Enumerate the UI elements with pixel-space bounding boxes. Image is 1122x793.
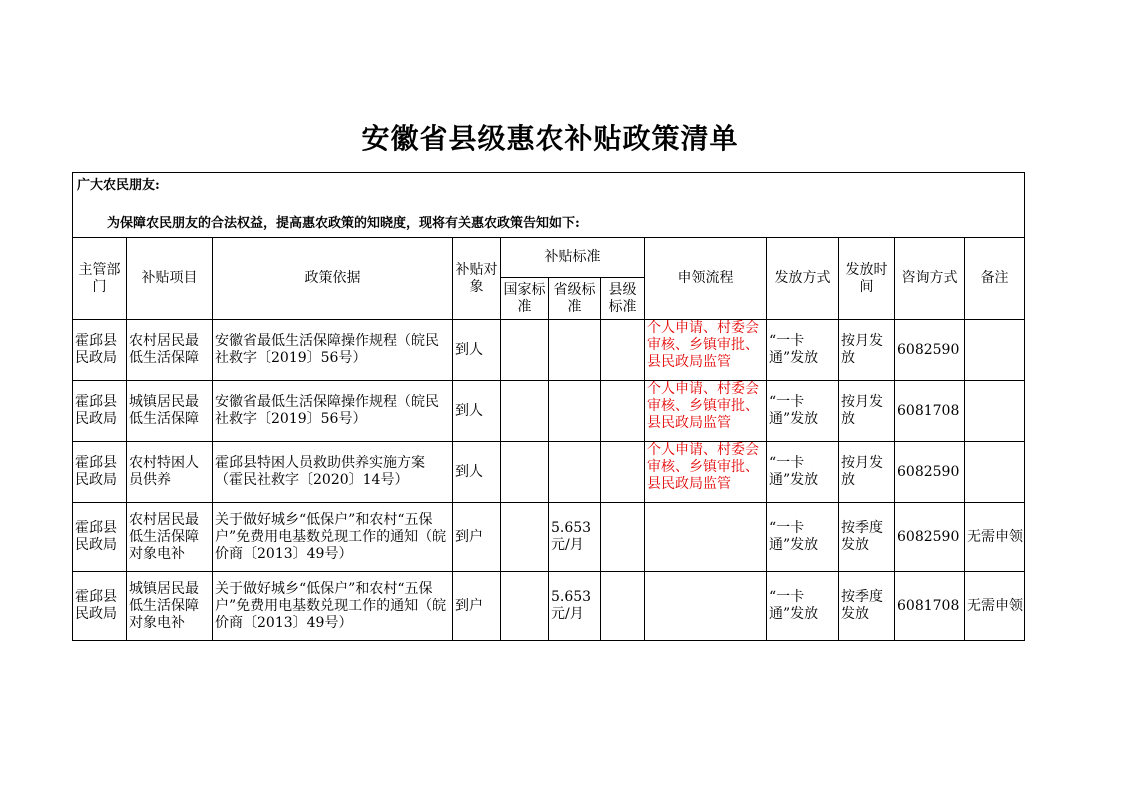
- header-remark: 备注: [965, 238, 1025, 320]
- cell-remark: [965, 442, 1025, 503]
- cell-county: [601, 381, 645, 442]
- cell-method: “一卡通”发放: [767, 442, 839, 503]
- header-target: 补贴对象: [453, 238, 501, 320]
- cell-method: “一卡通”发放: [767, 572, 839, 641]
- cell-county: [601, 503, 645, 572]
- cell-basis: 霍邱县特困人员救助供养实施方案（霍民社救字〔2020〕14号）: [213, 442, 453, 503]
- cell-process: [645, 442, 767, 503]
- cell-item: 城镇居民最低生活保障对象电补: [127, 572, 213, 641]
- cell-time: 按月发放: [839, 381, 895, 442]
- cell-method: “一卡通”发放: [767, 503, 839, 572]
- cell-basis: 关于做好城乡“低保户”和农村“五保户”免费用电基数兑现工作的通知（皖价商〔2013〕49号）: [213, 572, 453, 641]
- cell-provincial: [549, 442, 601, 503]
- policy-table: [72, 172, 1025, 641]
- cell-county: [601, 572, 645, 641]
- cell-remark: [965, 320, 1025, 381]
- cell-process: [645, 572, 767, 641]
- cell-contact: 6082590: [895, 320, 965, 381]
- cell-dept: 霍邱县民政局: [73, 381, 127, 442]
- cell-method: “一卡通”发放: [767, 320, 839, 381]
- header-national: 国家标准: [501, 278, 549, 320]
- table-row: [73, 381, 1025, 442]
- cell-remark: [965, 381, 1025, 442]
- cell-target: 到人: [453, 320, 501, 381]
- cell-dept: 霍邱县民政局: [73, 503, 127, 572]
- cell-item: 城镇居民最低生活保障: [127, 381, 213, 442]
- header-process: 申领流程: [645, 238, 767, 320]
- header-provincial: 省级标准: [549, 278, 601, 320]
- cell-national: [501, 503, 549, 572]
- intro-statement: 为保障农民朋友的合法权益，提高惠农政策的知晓度，现将有关惠农政策告知如下:: [107, 216, 580, 231]
- cell-provincial: 5.653元/月: [549, 572, 601, 641]
- process-text: 个人申请、村委会审核、乡镇审批、县民政局监管: [647, 320, 759, 370]
- page-title: 安徽省县级惠农补贴政策清单: [361, 122, 739, 155]
- cell-target: 到户: [453, 572, 501, 641]
- cell-contact: 6081708: [895, 572, 965, 641]
- header-contact: 咨询方式: [895, 238, 965, 320]
- cell-national: [501, 381, 549, 442]
- cell-provincial: [549, 381, 601, 442]
- cell-contact: 6082590: [895, 503, 965, 572]
- cell-basis: 安徽省最低生活保障操作规程（皖民社救字〔2019〕56号）: [213, 320, 453, 381]
- intro-box: [73, 173, 1025, 238]
- table-row: [73, 572, 1025, 641]
- cell-remark: 无需申领: [965, 503, 1025, 572]
- cell-county: [601, 320, 645, 381]
- cell-item: 农村居民最低生活保障: [127, 320, 213, 381]
- table-row: [73, 503, 1025, 572]
- greeting: 广大农民朋友:: [77, 178, 160, 193]
- cell-time: 按季度发放: [839, 503, 895, 572]
- cell-time: 按月发放: [839, 320, 895, 381]
- cell-method: “一卡通”发放: [767, 381, 839, 442]
- cell-target: 到户: [453, 503, 501, 572]
- cell-dept: 霍邱县民政局: [73, 320, 127, 381]
- table-row: [73, 320, 1025, 381]
- cell-provincial: 5.653元/月: [549, 503, 601, 572]
- header-basis: 政策依据: [213, 238, 453, 320]
- cell-dept: 霍邱县民政局: [73, 572, 127, 641]
- header-county: 县级标准: [601, 278, 645, 320]
- cell-provincial: [549, 320, 601, 381]
- cell-national: [501, 442, 549, 503]
- cell-time: 按季度发放: [839, 572, 895, 641]
- cell-item: 农村特困人员供养: [127, 442, 213, 503]
- cell-contact: 6082590: [895, 442, 965, 503]
- cell-basis: 安徽省最低生活保障操作规程（皖民社救字〔2019〕56号）: [213, 381, 453, 442]
- cell-remark: 无需申领: [965, 572, 1025, 641]
- cell-item: 农村居民最低生活保障对象电补: [127, 503, 213, 572]
- process-text: 个人申请、村委会审核、乡镇审批、县民政局监管: [647, 381, 759, 431]
- cell-national: [501, 320, 549, 381]
- cell-county: [601, 442, 645, 503]
- header-standard: 补贴标准: [501, 238, 645, 278]
- cell-process: [645, 503, 767, 572]
- cell-target: 到人: [453, 442, 501, 503]
- cell-process: [645, 320, 767, 381]
- header-item: 补贴项目: [127, 238, 213, 320]
- cell-basis: 关于做好城乡“低保户”和农村“五保户”免费用电基数兑现工作的通知（皖价商〔2013〕49号）: [213, 503, 453, 572]
- cell-process: [645, 381, 767, 442]
- table-row: [73, 442, 1025, 503]
- cell-dept: 霍邱县民政局: [73, 442, 127, 503]
- cell-national: [501, 572, 549, 641]
- cell-target: 到人: [453, 381, 501, 442]
- header-dept: 主管部门: [73, 238, 127, 320]
- header-time: 发放时间: [839, 238, 895, 320]
- header-method: 发放方式: [767, 238, 839, 320]
- process-text: 个人申请、村委会审核、乡镇审批、县民政局监管: [647, 442, 759, 492]
- cell-contact: 6081708: [895, 381, 965, 442]
- cell-time: 按月发放: [839, 442, 895, 503]
